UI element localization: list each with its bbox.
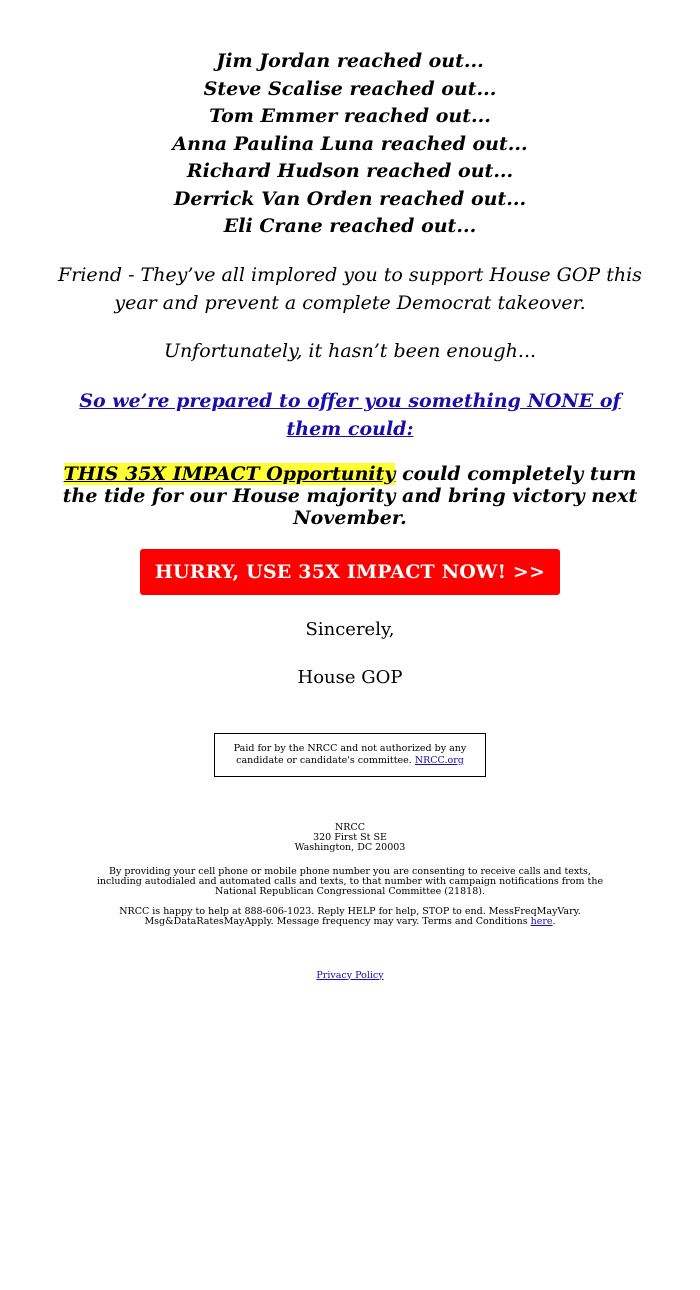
footer-org: NRCC — [334, 821, 365, 833]
name-line-crane: Eli Crane reached out... — [223, 215, 477, 237]
name-line-van-orden: Derrick Van Orden reached out... — [173, 187, 527, 210]
name-line-luna: Anna Paulina Luna reached out... — [172, 132, 528, 155]
use-35x-impact-button[interactable]: HURRY, USE 35X IMPACT NOW! >> — [140, 549, 560, 595]
name-line-scalise: Steve Scalise reached out... — [203, 77, 497, 100]
impact-paragraph — [50, 463, 650, 529]
consent-text: By providing your cell phone or mobile phone number you are consenting to receive calls and texts, including autodialed and automated calls and texts, to that number with campaign notifications from the National Republican Congressional Committee (21818). — [96, 865, 604, 897]
disclaimer-text: Paid for by the NRCC and not authorized by any candidate or candidate's committee. — [233, 742, 467, 766]
terms-here-link[interactable]: here — [530, 915, 553, 927]
footer — [50, 823, 650, 981]
help-text — [95, 907, 605, 927]
intro-paragraph: Friend - They’ve all implored you to support House GOP this year and prevent a complete Democrat takeover. — [58, 263, 642, 314]
help-text-body: NRCC is happy to help at 888-606-1023. Reply HELP for help, STOP to end. MessFreqMayVary. Msg&DataRatesMayApply. Message frequency may vary. Terms and Conditions — [119, 905, 581, 927]
cta-wrap — [50, 549, 650, 595]
closing-text: Sincerely, — [305, 618, 395, 640]
email-body — [50, 0, 650, 981]
nrcc-org-link[interactable]: NRCC.org — [414, 754, 464, 766]
footer-city: Washington, DC 20003 — [294, 841, 406, 853]
name-line-emmer: Tom Emmer reached out... — [209, 105, 491, 127]
name-line-jordan: Jim Jordan reached out... — [216, 50, 484, 72]
impact-highlight-link[interactable]: THIS 35X IMPACT Opportunity — [63, 462, 396, 485]
name-line-hudson: Richard Hudson reached out... — [186, 160, 514, 182]
unfortunately-paragraph: Unfortunately, it hasn’t been enough... — [163, 339, 537, 362]
paid-for-disclaimer — [214, 733, 486, 777]
names-list — [50, 48, 650, 241]
privacy-policy-link[interactable]: Privacy Policy — [316, 969, 384, 981]
signature-text: House GOP — [297, 666, 403, 688]
offer-link[interactable]: So we’re prepared to offer you something NONE of them could: — [79, 389, 621, 440]
help-text-period: . — [552, 915, 556, 927]
footer-street: 320 First St SE — [313, 831, 387, 843]
impact-rest-text: could completely turn the tide for our House majority and bring victory next November. — [62, 462, 638, 529]
